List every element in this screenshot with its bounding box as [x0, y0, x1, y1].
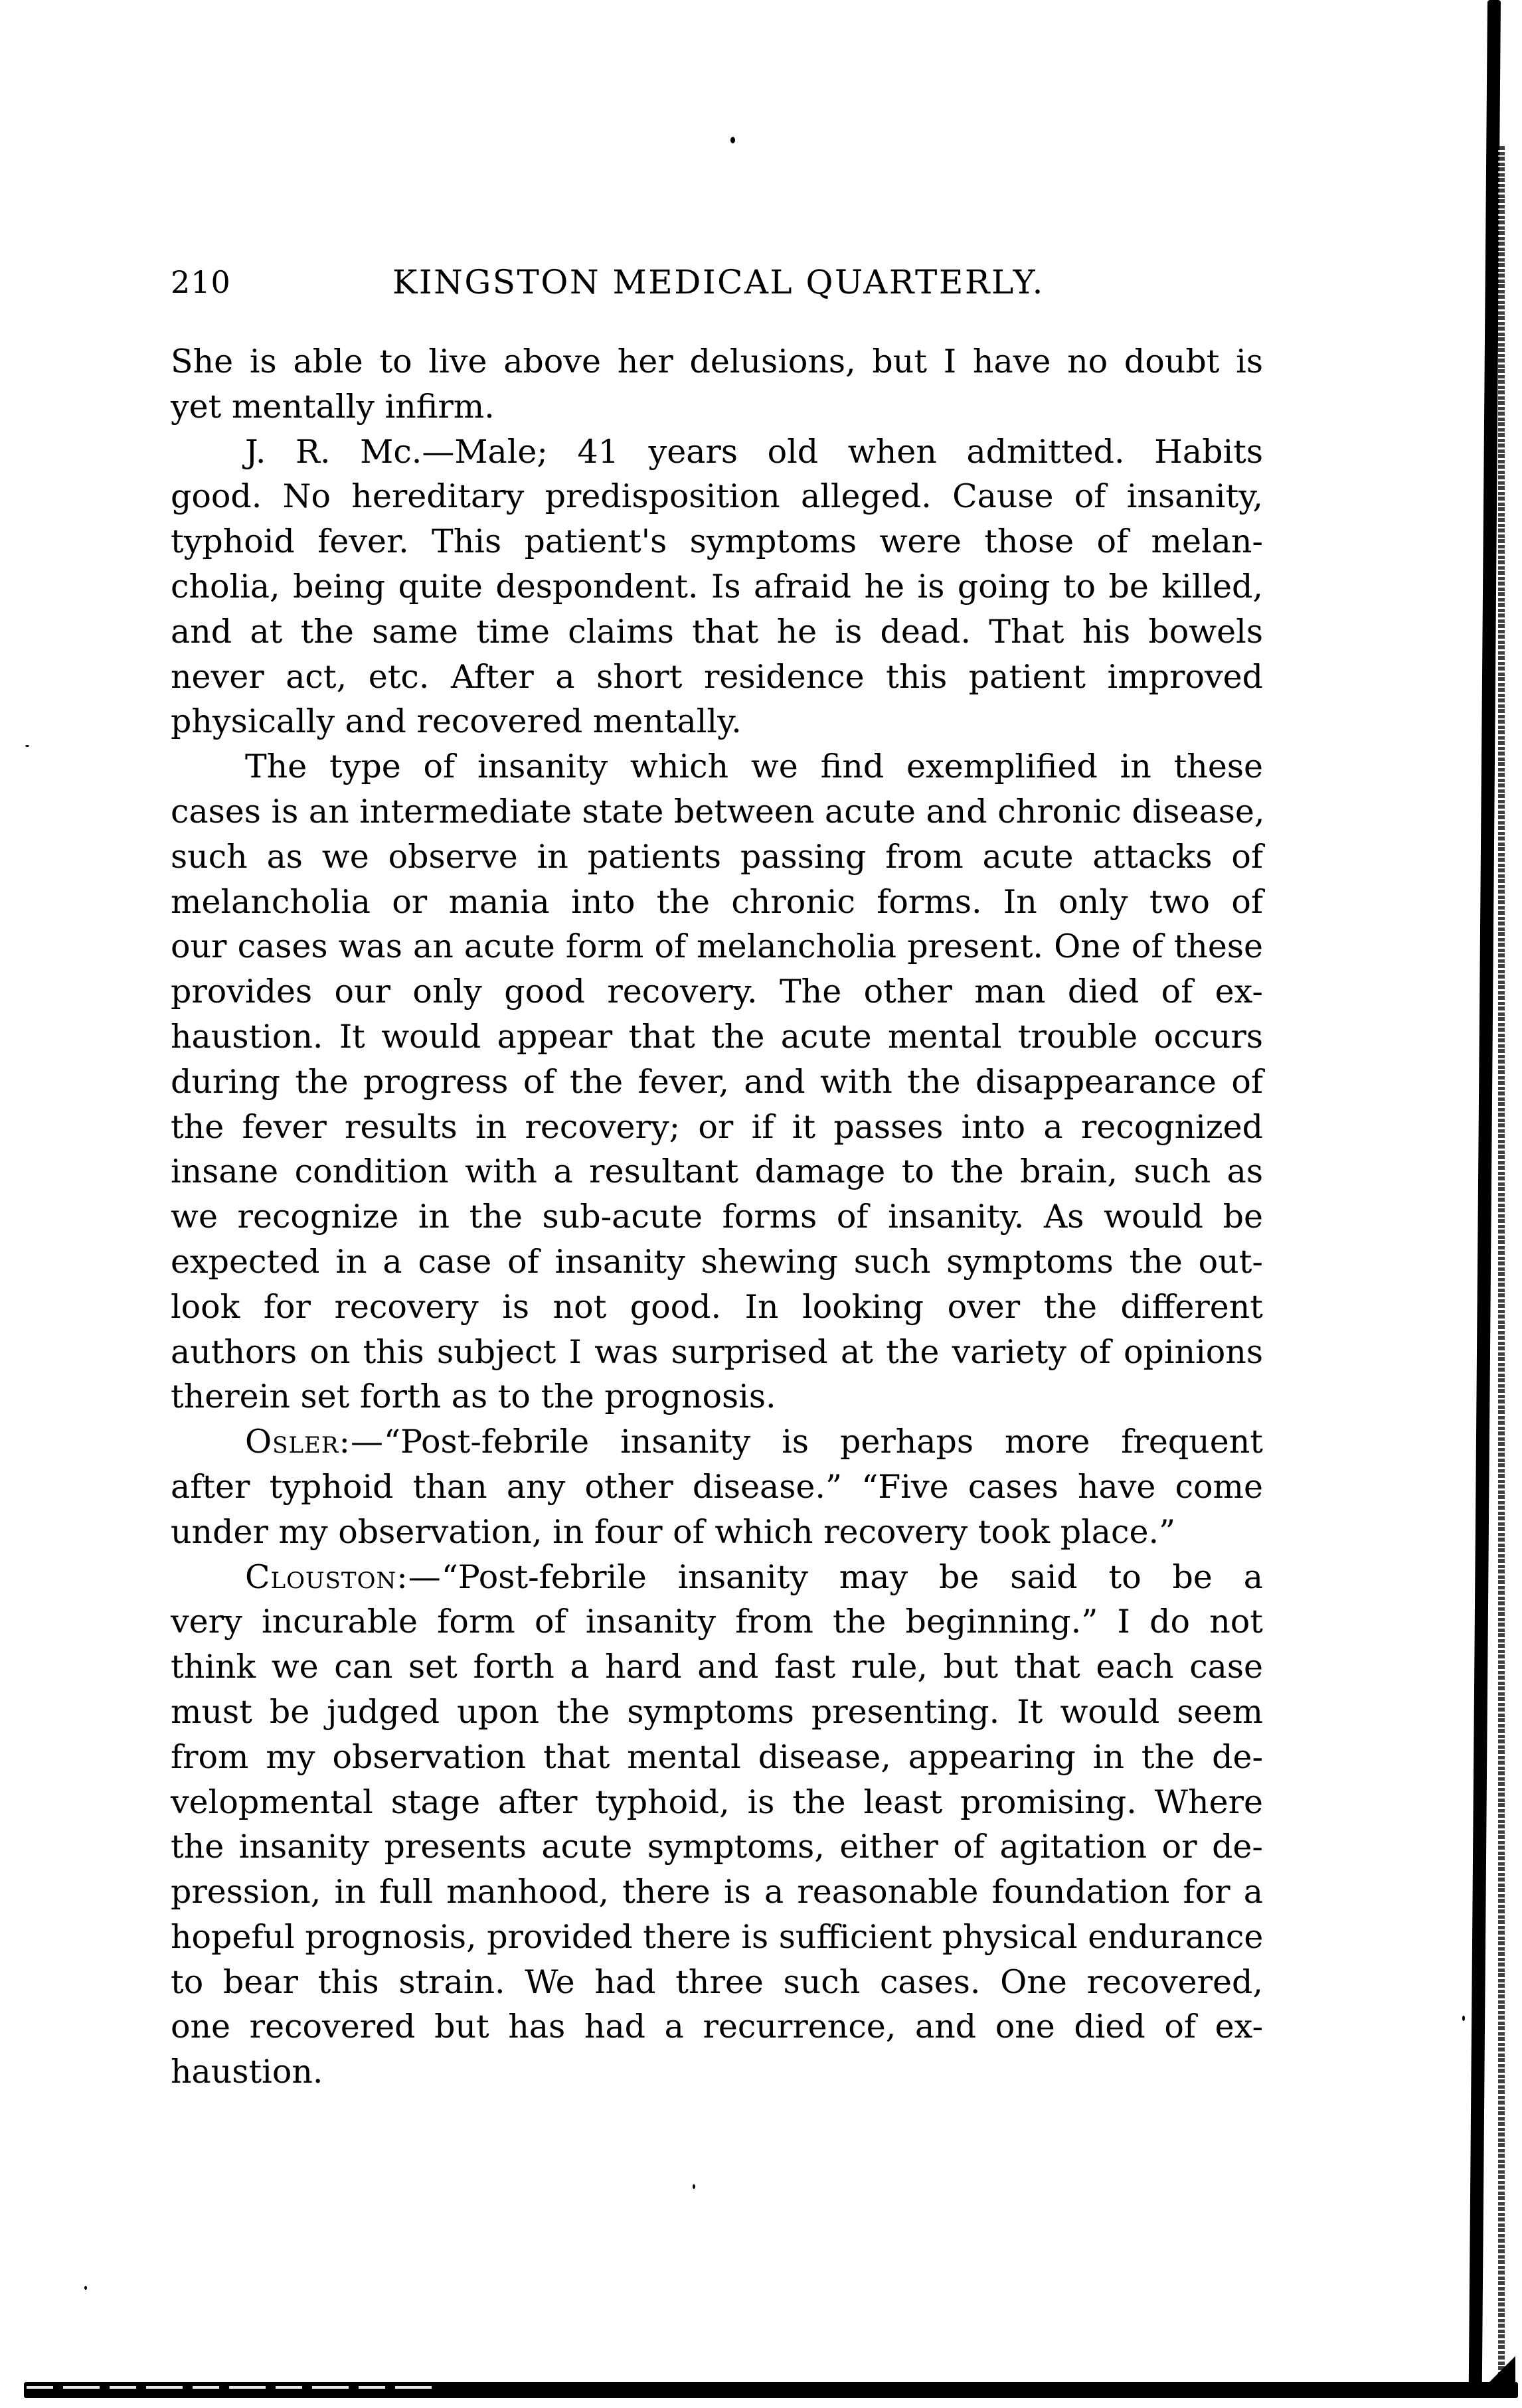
- text-line: [171, 564, 1263, 609]
- text-line: [171, 1870, 1263, 1915]
- text-line: [171, 1960, 1263, 2005]
- scan-speck: [1480, 2261, 1483, 2265]
- text-line: [171, 474, 1263, 519]
- body-text: [171, 339, 1263, 2095]
- text-line: [171, 1555, 1263, 1600]
- text-line: [171, 1285, 1263, 1330]
- text-line: [171, 339, 1263, 384]
- text-line: [171, 1735, 1263, 1780]
- text-line-content: velopmental stage after typhoid, is the least promising. Where: [171, 1783, 1263, 1821]
- text-line-content: expected in a case of insanity shewing such symptoms the out-: [171, 1242, 1263, 1281]
- text-line-content: “Post-febrile insanity may be said to be a: [441, 1558, 1263, 1596]
- text-line-content: The type of insanity which we find exemplified in these: [245, 748, 1263, 786]
- scan-speck: [84, 2286, 87, 2290]
- text-line: [171, 1105, 1263, 1150]
- text-line-content: under my observation, in four of which recovery took place.”: [171, 1512, 1176, 1551]
- text-line: [171, 1599, 1263, 1645]
- text-line: [171, 1060, 1263, 1105]
- text-line-content: very incurable form of insanity from the beginning.” I do not: [171, 1603, 1263, 1641]
- text-line-content: haustion. It would appear that the acute mental trouble occurs: [171, 1017, 1263, 1056]
- text-line-content: and at the same time claims that he is dead. That his bowels: [171, 612, 1263, 651]
- scan-speck: [25, 745, 29, 747]
- text-line-content: cholia, being quite despondent. Is afraid he is going to be killed,: [171, 567, 1263, 605]
- text-line-content: yet mentally infirm.: [171, 387, 495, 426]
- cited-author: Osler:—: [245, 1423, 384, 1461]
- text-line-content: “Post-febrile insanity is perhaps more frequent: [383, 1423, 1263, 1461]
- text-line: [171, 1330, 1263, 1375]
- text-line: [171, 924, 1263, 969]
- text-line: [171, 609, 1263, 655]
- text-line-content: haustion.: [171, 2053, 323, 2091]
- text-line: [171, 519, 1263, 564]
- page-edge-right-texture: [1498, 146, 1505, 2377]
- text-line: [171, 1194, 1263, 1240]
- text-line-content: physically and recovered mentally.: [171, 702, 742, 741]
- text-line: [171, 880, 1263, 925]
- text-line: [171, 1824, 1263, 1870]
- text-line: [171, 384, 1263, 430]
- page-edge-bottom-texture: [27, 2386, 438, 2389]
- text-line-content: provides our only good recovery. The other man died of ex-: [171, 973, 1263, 1011]
- text-line-content: we recognize in the sub-acute forms of insanity. As would be: [171, 1198, 1263, 1236]
- page-edge-bottom: [24, 2382, 1518, 2398]
- text-line-content: one recovered but has had a recurrence, and one died of ex-: [171, 2008, 1263, 2046]
- text-line-content: look for recovery is not good. In looking over the different: [171, 1287, 1263, 1326]
- text-line-content: think we can set forth a hard and fast rule, but that each case: [171, 1648, 1263, 1686]
- text-line-content: She is able to live above her delusions, but I have no doubt is: [171, 343, 1263, 380]
- text-line-content: cases is an intermediate state between acute and chronic disease,: [171, 792, 1265, 831]
- text-line: [171, 1419, 1263, 1465]
- text-line: [171, 1510, 1263, 1555]
- text-line-content: J. R. Mc.—Male; 41 years old when admitted. Habits: [245, 432, 1263, 471]
- text-line: [171, 655, 1263, 700]
- text-line-content: during the progress of the fever, and with the disappearance of: [171, 1062, 1263, 1101]
- text-line: [171, 1374, 1263, 1419]
- scan-speck: [730, 137, 735, 143]
- text-line-content: authors on this subject I was surprised at the variety of opinions: [171, 1332, 1263, 1371]
- text-line: [171, 969, 1263, 1014]
- page-number: 210: [171, 264, 231, 300]
- text-line: [171, 1915, 1263, 1960]
- text-line-content: hopeful prognosis, provided there is sufficient physical endurance: [171, 1917, 1264, 1956]
- text-line: [171, 835, 1263, 880]
- cited-author: Clouston:—: [245, 1558, 442, 1596]
- text-line-content: after typhoid than any other disease.” “Five cases have come: [171, 1467, 1263, 1506]
- text-line-content: therein set forth as to the prognosis.: [171, 1378, 776, 1416]
- text-line-content: the insanity presents acute symptoms, either of agitation or de-: [171, 1828, 1263, 1866]
- text-line: [171, 2004, 1263, 2049]
- text-line: [171, 1014, 1263, 1060]
- text-line-content: our cases was an acute form of melancholia present. One of these: [171, 927, 1263, 966]
- text-line-content: typhoid fever. This patient's symptoms were those of melan-: [171, 522, 1263, 561]
- text-line: [171, 1690, 1263, 1735]
- scan-speck: [693, 2184, 695, 2189]
- text-line: [171, 699, 1263, 744]
- text-line: [171, 1240, 1263, 1285]
- text-line-content: never act, etc. After a short residence this patient improved: [171, 657, 1263, 696]
- running-header: [171, 262, 1263, 302]
- text-line: [171, 744, 1263, 789]
- text-line-content: good. No hereditary predisposition alleged. Cause of insanity,: [171, 477, 1263, 516]
- text-line-content: the fever results in recovery; or if it passes into a recognized: [171, 1107, 1263, 1146]
- text-line-content: melancholia or mania into the chronic forms. In only two of: [171, 882, 1263, 921]
- journal-title: KINGSTON MEDICAL QUARTERLY.: [392, 263, 1045, 301]
- text-line: [171, 1780, 1263, 1825]
- text-line-content: must be judged upon the symptoms presenting. It would seem: [171, 1692, 1263, 1731]
- text-line: [171, 2049, 1263, 2095]
- text-line: [171, 789, 1263, 835]
- text-line: [171, 1149, 1263, 1194]
- text-line-content: such as we observe in patients passing from acute attacks of: [171, 837, 1263, 876]
- page-corner: [1482, 2350, 1515, 2387]
- text-line: [171, 1465, 1263, 1510]
- text-line-content: pression, in full manhood, there is a reasonable foundation for a: [171, 1873, 1263, 1911]
- text-line: [171, 430, 1263, 475]
- scan-speck: [1462, 2016, 1465, 2021]
- text-line: [171, 1645, 1263, 1690]
- text-line-content: to bear this strain. We had three such cases. One recovered,: [171, 1963, 1263, 2001]
- page-edge-right: [1469, 0, 1501, 2390]
- text-line-content: from my observation that mental disease, appearing in the de-: [171, 1737, 1263, 1776]
- text-line-content: insane condition with a resultant damage to the brain, such as: [171, 1153, 1263, 1191]
